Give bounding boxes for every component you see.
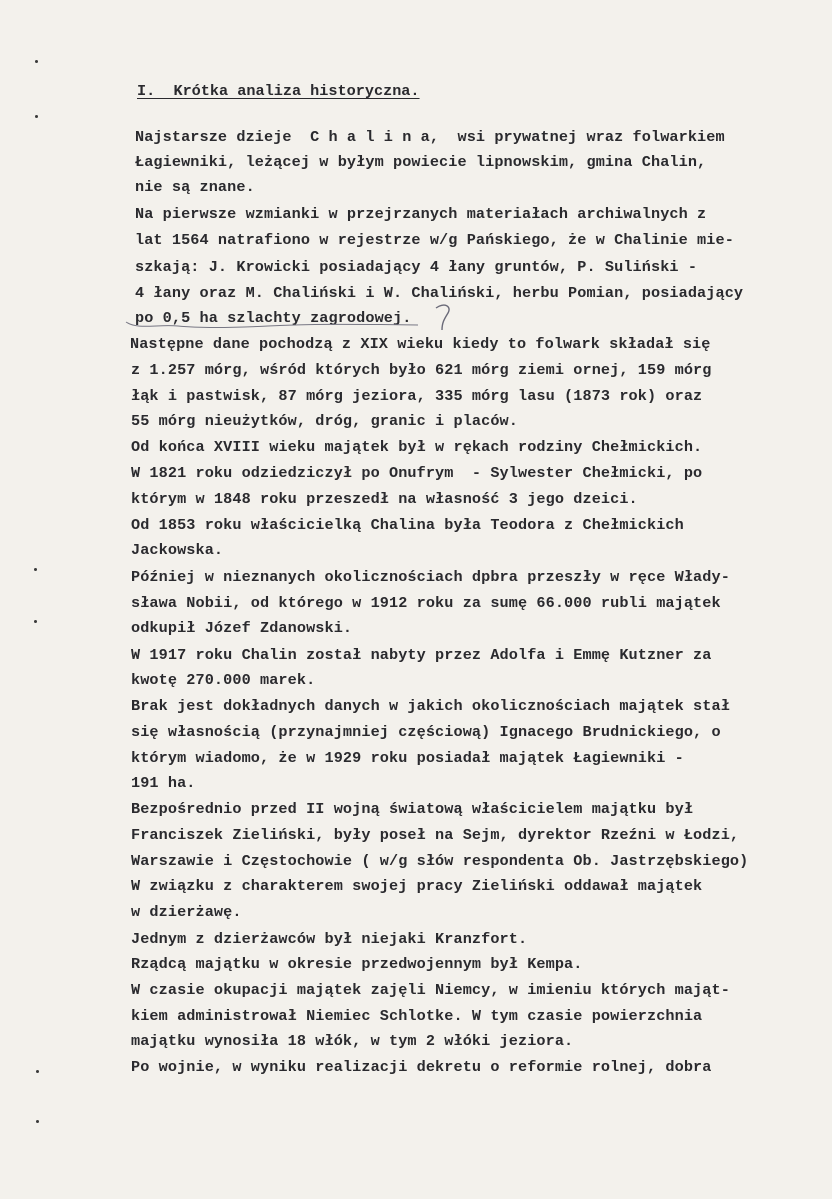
text-line: 191 ha. xyxy=(131,774,196,792)
text-line: się własnością (przynajmniej częściową) Ignacego Brudnickiego, o xyxy=(131,723,721,741)
text-line: 4 łany oraz M. Chaliński i W. Chaliński, herbu Pomian, posiadający xyxy=(135,284,744,302)
text-line: W 1821 roku odziedziczył po Onufrym - Sylwester Chełmicki, po xyxy=(131,464,703,482)
text-line: Franciszek Zieliński, były poseł na Sejm, dyrektor Rzeźni w Łodzi, xyxy=(131,826,740,844)
text-line: odkupił Józef Zdanowski. xyxy=(131,619,353,637)
text-line: którym wiadomo, że w 1929 roku posiadał majątek Łagiewniki - xyxy=(131,749,684,767)
text-line: W czasie okupacji majątek zajęli Niemcy, w imieniu których mająt- xyxy=(131,981,730,999)
text-line: po 0,5 ha szlachty zagrodowej. xyxy=(135,309,412,327)
text-line: nie są znane. xyxy=(135,178,255,196)
text-line: Jackowska. xyxy=(131,541,224,559)
text-line: Łagiewniki, leżącej w byłym powiecie lipnowskim, gmina Chalin, xyxy=(135,153,707,171)
text-line: kwotę 270.000 marek. xyxy=(131,671,316,689)
text-line: sława Nobii, od którego w 1912 roku za sumę 66.000 rubli majątek xyxy=(131,594,721,612)
text-line: majątku wynosiła 18 włók, w tym 2 włóki jeziora. xyxy=(131,1032,574,1050)
text-line: W związku z charakterem swojej pracy Zieliński oddawał majątek xyxy=(131,877,703,895)
text-line: 55 mórg nieużytków, dróg, granic i placów. xyxy=(131,412,518,430)
text-line: którym w 1848 roku przeszedł na własność 3 jego dzeici. xyxy=(131,490,638,508)
text-line: w dzierżawę. xyxy=(131,903,242,921)
text-line: szkają: J. Krowicki posiadający 4 łany gruntów, P. Suliński - xyxy=(135,258,698,276)
text-line: z 1.257 mórg, wśród których było 621 mórg ziemi ornej, 159 mórg xyxy=(131,361,712,379)
text-line: Brak jest dokładnych danych w jakich okolicznościach majątek stał xyxy=(131,697,730,715)
text-line: Rządcą majątku w okresie przedwojennym był Kempa. xyxy=(131,955,583,973)
margin-speck xyxy=(36,1070,39,1073)
margin-speck xyxy=(36,1120,39,1123)
text-line: Bezpośrednio przed II wojną światową właścicielem majątku był xyxy=(131,800,694,818)
text-line: Później w nieznanych okolicznościach dpbra przeszły w ręce Włady- xyxy=(131,568,730,586)
text-line: Od 1853 roku właścicielką Chalina była Teodora z Chełmickich xyxy=(131,516,684,534)
text-line: łąk i pastwisk, 87 mórg jeziora, 335 mórg lasu (1873 rok) oraz xyxy=(131,387,703,405)
text-line: lat 1564 natrafiono w rejestrze w/g Pańskiego, że w Chalinie mie- xyxy=(135,231,734,249)
text-line: Następne dane pochodzą z XIX wieku kiedy to folwark składał się xyxy=(130,335,711,353)
document-heading: I. Krótka analiza historyczna. xyxy=(137,82,420,100)
pencil-underline-mark xyxy=(118,300,468,340)
text-line: Po wojnie, w wyniku realizacji dekretu o reformie rolnej, dobra xyxy=(131,1058,712,1076)
text-line: Najstarsze dzieje C h a l i n a, wsi prywatnej wraz folwarkiem xyxy=(135,128,725,146)
text-line: Jednym z dzierżawców był niejaki Kranzfort. xyxy=(131,930,528,948)
text-line: Od końca XVIII wieku majątek był w rękach rodziny Chełmickich. xyxy=(131,438,703,456)
text-line: Na pierwsze wzmianki w przejrzanych materiałach archiwalnych z xyxy=(135,205,707,223)
text-line: kiem administrował Niemiec Schlotke. W tym czasie powierzchnia xyxy=(131,1007,703,1025)
text-line: W 1917 roku Chalin został nabyty przez Adolfa i Emmę Kutzner za xyxy=(131,646,712,664)
text-line: Warszawie i Częstochowie ( w/g słów respondenta Ob. Jastrzębskiego) xyxy=(131,852,749,870)
